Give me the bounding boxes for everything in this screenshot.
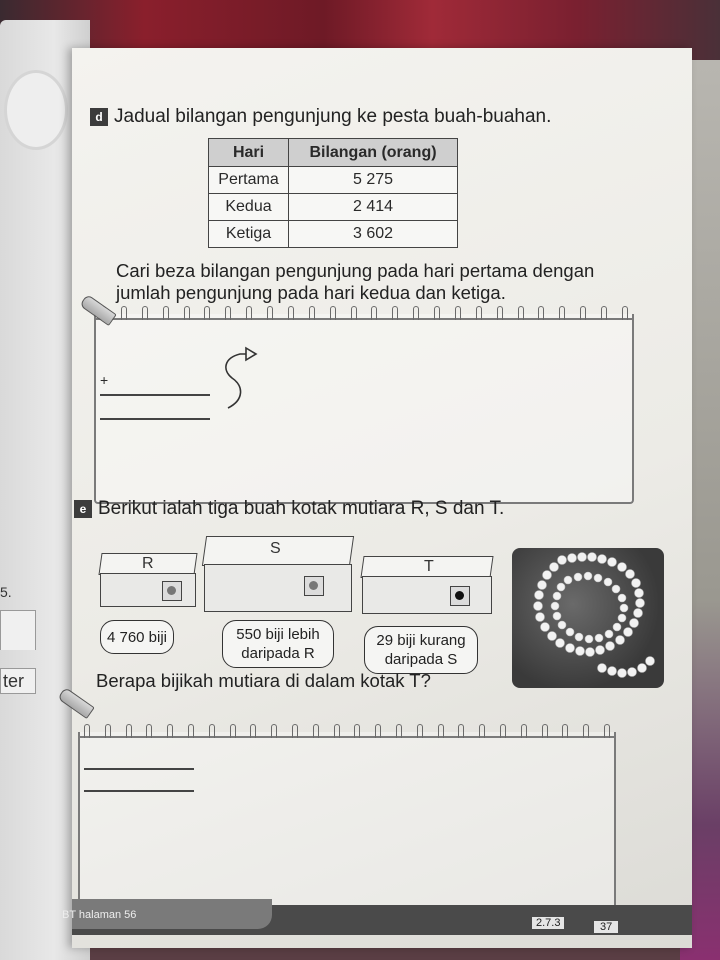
spiral-rings [80, 724, 614, 740]
section-e-heading [74, 498, 504, 520]
footer-page-number: 37 [594, 921, 618, 933]
box-t [362, 556, 492, 616]
footer-left-text: BT halaman 56 [62, 909, 137, 921]
answer-box-e[interactable] [78, 732, 616, 912]
box-r-label: R [142, 555, 154, 572]
note-t-line2: daripada S [384, 651, 458, 668]
table-cell-count: 2 414 [289, 194, 458, 221]
note-s-line1: 550 biji lebih [236, 626, 320, 643]
note-box-t [364, 626, 478, 674]
section-d-heading [90, 106, 551, 128]
arrow-icon [214, 342, 264, 412]
note-box-r [100, 620, 174, 654]
pearl-necklace-drawing [512, 548, 664, 688]
box-s-body [204, 564, 352, 612]
pearl-necklace-icon [512, 548, 664, 688]
footer-code: 2.7.3 [532, 917, 564, 929]
lock-icon [162, 581, 182, 601]
box-r [100, 553, 196, 609]
section-d-title: Jadual bilangan pengunjung ke pesta buah-buahan. [114, 106, 552, 127]
left-tab-text: ter [0, 668, 36, 694]
table-header-count: Bilangan (orang) [289, 139, 458, 167]
answer-line [100, 394, 210, 396]
section-e-title: Berikut ialah tiga buah kotak mutiara R, S dan T. [98, 498, 505, 519]
answer-line [84, 768, 194, 770]
lock-icon [304, 576, 324, 596]
spiral-rings [96, 306, 632, 322]
note-s-line2: daripada R [241, 645, 315, 662]
box-s [204, 536, 352, 614]
section-e-letter: e [74, 500, 92, 518]
box-t-body [362, 576, 492, 614]
table-cell-count: 5 275 [289, 167, 458, 194]
table-header-day: Hari [209, 139, 289, 167]
plus-sign: + [100, 372, 109, 388]
section-d-letter: d [90, 108, 108, 126]
table-cell-day: Pertama [209, 167, 289, 194]
box-s-label: S [270, 540, 281, 557]
answer-line [84, 790, 194, 792]
note-r-text: 4 760 biji [106, 628, 168, 646]
footer-bar [62, 905, 692, 935]
table-header-row [209, 139, 458, 167]
table-cell-count: 3 602 [289, 221, 458, 248]
question-line-1: Cari beza bilangan pengunjung pada hari pertama dengan [116, 260, 595, 281]
section-d-question [116, 260, 676, 304]
box-t-label: T [424, 558, 434, 575]
binding-ring-icon [4, 70, 68, 150]
visitors-table [208, 138, 458, 248]
note-box-s [222, 620, 334, 668]
workbook-page [72, 48, 692, 948]
left-tab-box [0, 610, 36, 650]
left-page-number: 5. [0, 584, 12, 600]
table-row [209, 167, 458, 194]
table-cell-day: Ketiga [209, 221, 289, 248]
lock-icon [450, 586, 470, 606]
answer-box-d[interactable] [94, 314, 634, 504]
table-row [209, 194, 458, 221]
table-cell-day: Kedua [209, 194, 289, 221]
table-row [209, 221, 458, 248]
answer-line [100, 418, 210, 420]
note-t-line1: 29 biji kurang [376, 632, 466, 649]
question-line-2: jumlah pengunjung pada hari kedua dan ketiga. [116, 282, 506, 303]
section-e-question: Berapa bijikah mutiara di dalam kotak T? [96, 670, 431, 691]
